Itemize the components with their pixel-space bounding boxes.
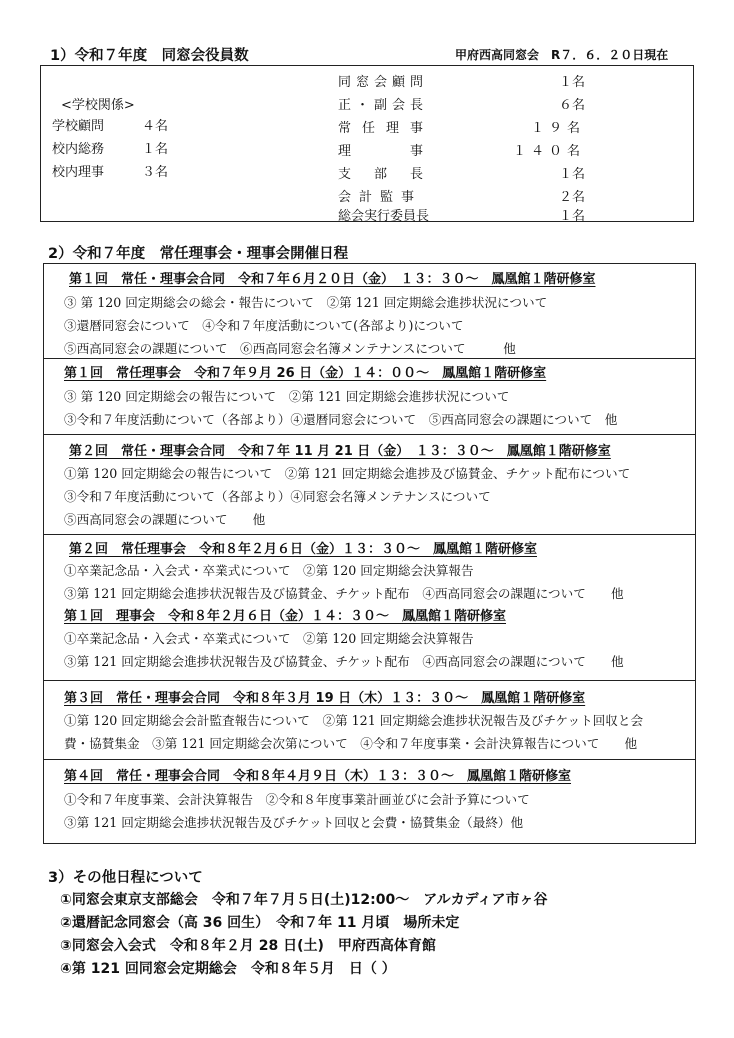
meeting-item: ①卒業記念品・入会式・卒業式について ②第 120 回定期総会決算報告: [64, 631, 474, 646]
officer-count: １名: [558, 209, 585, 224]
officer-label: 同窓会顧問: [338, 75, 429, 90]
meeting-title: 第４回 常任・理事会合同 令和８年４月９日（木）１３：３０～ 鳳凰館１階研修室: [64, 769, 572, 784]
officer-count: ６名: [558, 98, 585, 113]
other-schedule-item: ③同窓会入会式 令和８年２月 28 日(土) 甲府西高体育館: [60, 938, 436, 954]
meeting-item: ③還暦同窓会について ④令和７年度活動について(各部より)について: [64, 318, 464, 333]
section1-title: 1）令和７年度 同窓会役員数: [50, 48, 249, 64]
officer-count: １４０名: [512, 144, 585, 159]
divider: [44, 680, 695, 681]
meeting-item: ③令和７年度活動について（各部より）④同窓会名簿メンテナンスについて: [64, 489, 491, 504]
school-label: 学校顧問: [52, 119, 105, 134]
officer-count: ２名: [558, 190, 585, 205]
school-count: ４名: [142, 119, 169, 134]
meeting-item: ③ 第 120 回定期総会の報告について ②第 121 回定期総会進捗状況について: [64, 389, 510, 404]
section3-title: 3）その他日程について: [48, 870, 203, 886]
meeting-title: 第３回 常任・理事会合同 令和８年３月 19 日（木）１３：３０～ 鳳凰館１階研修室: [64, 691, 586, 706]
meeting-title: 第１回 常任・理事会合同 令和７年６月２０日（金） １３：３０～ 鳳凰館１階研修室: [69, 272, 596, 287]
meeting-item: ①第 120 回定期総会の報告について ②第 121 回定期総会進捗及び協賛金、チケット配布について: [64, 466, 631, 481]
school-heading: <学校関係>: [61, 98, 135, 113]
divider: [44, 358, 695, 359]
meeting-title: 第２回 常任理事会 令和８年２月６日（金）１３：３０～ 鳳凰館１階研修室: [69, 542, 538, 557]
other-schedule-item: ②還暦記念同窓会（高 36 回生） 令和７年 11 月頃 場所未定: [60, 915, 460, 931]
school-count: ３名: [142, 165, 169, 180]
meeting-title: 第２回 常任・理事会合同 令和７年 11 月 21 日（金） １３：３０～ 鳳凰館１階研修室: [69, 444, 611, 459]
meeting-item: ⑤西高同窓会の課題について ⑥西高同窓会名簿メンテナンスについて 他: [64, 341, 516, 356]
meeting-item: ③第 121 回定期総会進捗状況報告及び協賛金、チケット配布 ④西高同窓会の課題について 他: [64, 586, 624, 601]
meeting-item: ③令和７年度活動について（各部より）④還暦同窓会について ⑤西高同窓会の課題について 他: [64, 412, 618, 427]
meeting-item: ③第 121 回定期総会進捗状況報告及びチケット回収と会費・協賛集金（最終）他: [64, 815, 524, 830]
other-schedule-item: ①同窓会東京支部総会 令和７年７月５日(土)12:00～ アルカディア市ヶ谷: [60, 892, 548, 908]
officer-count-box: [40, 65, 694, 222]
officer-label: 支 部 長: [338, 167, 429, 182]
divider: [44, 534, 695, 535]
school-label: 校内理事: [52, 165, 105, 180]
officer-label: 常任理事: [338, 121, 435, 136]
divider: [44, 434, 695, 435]
section2-title: 2）令和７年度 常任理事会・理事会開催日程: [48, 246, 349, 262]
org-date: 甲府西高同窓会 R７．６．２０日現在: [455, 48, 669, 62]
meeting-item: 費・協賛集金 ③第 121 回定期総会次第について ④令和７年度事業・会計決算報告について 他: [64, 736, 638, 751]
officer-count: １名: [558, 167, 585, 182]
meeting-item: ③ 第 120 回定期総会の総会・報告について ②第 121 回定期総会進捗状況について: [64, 295, 548, 310]
divider: [44, 759, 695, 760]
officer-count: １９名: [530, 121, 585, 136]
school-count: １名: [142, 142, 169, 157]
other-schedule-item: ④第 121 回同窓会定期総会 令和８年５月 日（ ）: [60, 961, 396, 977]
officer-label: 会計監事: [338, 190, 423, 205]
officer-label: 理 事: [338, 144, 435, 159]
meeting-item: ①卒業記念品・入会式・卒業式について ②第 120 回定期総会決算報告: [64, 563, 474, 578]
schedule-box: [43, 263, 696, 844]
officer-count: １名: [558, 75, 585, 90]
officer-label: 正・副会長: [338, 98, 429, 113]
officer-label: 総会実行委員長: [338, 209, 430, 224]
meeting-item: ①令和７年度事業、会計決算報告 ②令和８年度事業計画並びに会計予算について: [64, 792, 530, 807]
meeting-title: 第１回 理事会 令和８年２月６日（金）１４：３０～ 鳳凰館１階研修室: [64, 609, 507, 624]
meeting-item: ①第 120 回定期総会会計監査報告について ②第 121 回定期総会進捗状況報告及びチケット回収と会: [64, 713, 644, 728]
meeting-item: ③第 121 回定期総会進捗状況報告及び協賛金、チケット配布 ④西高同窓会の課題について 他: [64, 654, 624, 669]
meeting-item: ⑤西高同窓会の課題について 他: [64, 512, 266, 527]
school-label: 校内総務: [52, 142, 105, 157]
meeting-title: 第１回 常任理事会 令和７年９月 26 日（金）１４：００～ 鳳凰館１階研修室: [64, 366, 547, 381]
